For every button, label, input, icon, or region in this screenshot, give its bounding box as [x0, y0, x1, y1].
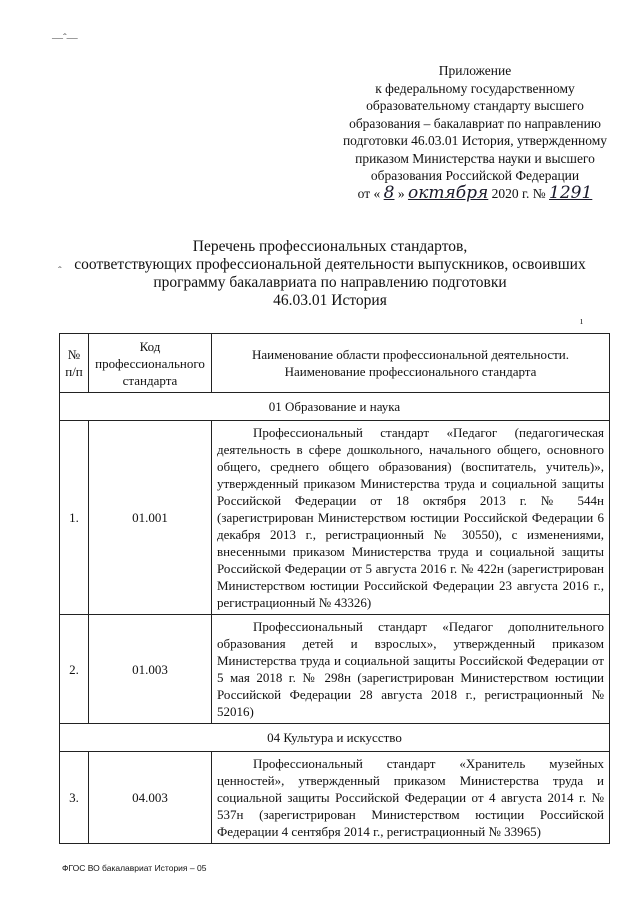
- title-line: программу бакалавриата по направлению подготовки: [153, 274, 507, 291]
- date-mid: »: [397, 185, 405, 201]
- row-text: Профессиональный стандарт «Педагог дополнительного образования детей и взрослых», утвержденный приказом Министерства труда и социальной защиты Российской Федерации от 5 мая 2018 г. № 298н (зарегистрирован Министерством юстиции Российской Федерации 28 августа 2018 г., регистрационный № 52016): [212, 615, 610, 724]
- margin-mark: ―ˆ―: [52, 32, 78, 44]
- row-code: 04.003: [89, 752, 212, 844]
- row-code: 01.001: [89, 421, 212, 615]
- section-title: 01 Образование и наука: [60, 393, 610, 421]
- table-row: [60, 752, 610, 844]
- handwritten-day: 8: [383, 182, 395, 203]
- margin-mark: ˆ: [58, 265, 62, 277]
- header-num: № п/п: [60, 334, 89, 393]
- appendix-line: образовательному стандарту высшего: [366, 98, 584, 113]
- appendix-block: [330, 62, 620, 202]
- row-text: Профессиональный стандарт «Педагог (педагогическая деятельность в сфере дошкольного, начального общего, основного общего, среднего общего образования) (воспитатель, учитель)», утвержденный приказом Министерства труда и социальной защиты Российской Федерации от 18 октября 2013 г. № 544н (зарегистрирован Министерством юстиции Российской Федерации 6 декабря 2013 г., регистрационный № 30550), с изменениями, внесенными приказом Министерства труда и социальной защиты Российской Федерации от 5 августа 2016 г. № 422н (зарегистрирован Министерством юстиции Российской Федерации 23 августа 2016 г., регистрационный № 43326): [212, 421, 610, 615]
- table-header-row: [60, 334, 610, 393]
- title-line: Перечень профессиональных стандартов,: [192, 238, 468, 255]
- section-row: [60, 393, 610, 421]
- row-text: Профессиональный стандарт «Хранитель музейных ценностей», утвержденный приказом Министерства труда и социальной защиты Российской Федерации от 4 августа 2014 г. № 537н (зарегистрирован Министерством юстиции Российской Федерации 4 сентября 2014 г., регистрационный № 33965): [212, 752, 610, 844]
- document-title: [60, 238, 600, 310]
- handwritten-order-number: 1291: [549, 182, 593, 203]
- row-code: 01.003: [89, 615, 212, 724]
- row-num: 2.: [60, 615, 89, 724]
- appendix-line: приказом Министерства науки и высшего: [355, 150, 595, 166]
- appendix-line: подготовки 46.03.01 История, утвержденному: [342, 133, 608, 148]
- appendix-line: к федеральному государственному: [375, 80, 575, 96]
- order-date-line: [330, 182, 620, 203]
- title-line: соответствующих профессиональной деятельности выпускников, освоивших: [74, 256, 586, 273]
- header-code: Код профессионального стандарта: [89, 334, 212, 393]
- row-num: 1.: [60, 421, 89, 615]
- row-num: 3.: [60, 752, 89, 844]
- date-prefix: от «: [357, 185, 381, 201]
- appendix-line: образования Российской Федерации: [370, 168, 580, 183]
- header-name: Наименование области профессиональной деятельности. Наименование профессионального стандарта: [212, 334, 610, 393]
- appendix-line: образования – бакалавриат по направлению: [349, 115, 601, 131]
- section-title: 04 Культура и искусство: [60, 724, 610, 752]
- table-row: [60, 615, 610, 724]
- standards-table: [59, 333, 610, 844]
- date-year: 2020 г. №: [491, 185, 546, 201]
- title-line: 46.03.01 История: [273, 292, 387, 309]
- table-row: [60, 421, 610, 615]
- page-footer: ФГОС ВО бакалавриат История – 05: [62, 863, 207, 873]
- handwritten-month: октября: [407, 182, 489, 203]
- section-row: [60, 724, 610, 752]
- appendix-label: Приложение: [438, 63, 512, 78]
- margin-mark: ı: [580, 315, 584, 327]
